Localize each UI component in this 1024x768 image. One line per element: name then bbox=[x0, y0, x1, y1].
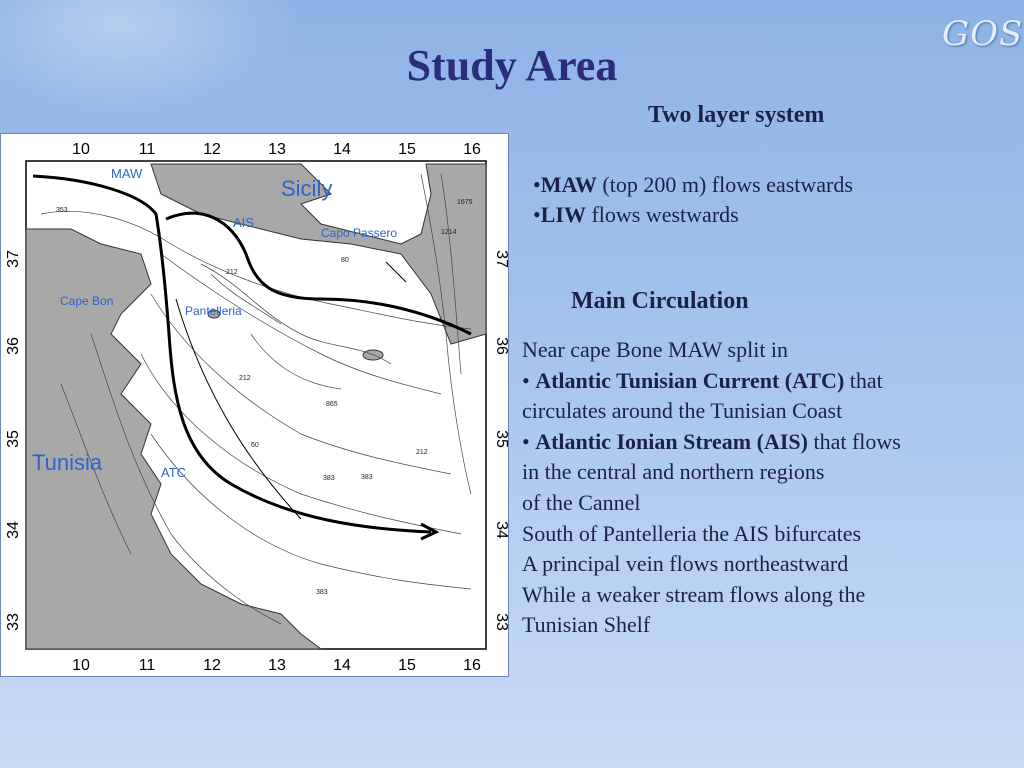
main-circulation-body bbox=[522, 335, 1002, 641]
y-ticks-right bbox=[493, 250, 510, 631]
contour-label: 383 bbox=[361, 474, 373, 481]
contour-label: 1214 bbox=[441, 229, 457, 236]
contour-label: 353 bbox=[56, 207, 68, 214]
body-line: A principal vein flows northeastward bbox=[522, 551, 849, 577]
gos-logo: GOS bbox=[942, 14, 1024, 54]
x-tick-label: 15 bbox=[398, 657, 416, 674]
x-tick-label: 13 bbox=[268, 141, 286, 158]
contour-label: 60 bbox=[251, 442, 259, 449]
x-ticks-bottom bbox=[72, 657, 481, 674]
x-tick-label: 15 bbox=[398, 141, 416, 158]
y-tick-label: 34 bbox=[493, 521, 510, 539]
x-ticks-top bbox=[72, 141, 481, 158]
map-svg bbox=[1, 134, 508, 676]
x-tick-label: 12 bbox=[203, 657, 221, 674]
contour-label: 383 bbox=[316, 589, 328, 596]
body-line: South of Pantelleria the AIS bifurcates bbox=[522, 520, 862, 546]
maw-label: MAW bbox=[111, 166, 143, 181]
contour-label: 1675 bbox=[457, 199, 473, 206]
bullet-liw-text: flows westwards bbox=[585, 202, 739, 227]
ais-label: AIS bbox=[233, 215, 254, 230]
body-line: in the central and northern regions bbox=[522, 459, 825, 485]
x-tick-label: 11 bbox=[138, 141, 156, 158]
body-text: that flows bbox=[807, 428, 901, 454]
x-tick-label: 10 bbox=[72, 141, 90, 158]
x-tick-label: 13 bbox=[268, 657, 286, 674]
body-line: circulates around the Tunisian Coast bbox=[522, 398, 843, 424]
tunisia-label: Tunisia bbox=[32, 450, 103, 475]
y-tick-label: 35 bbox=[493, 430, 510, 448]
sicily-label: Sicily bbox=[281, 176, 333, 201]
bullet-maw-text: (top 200 m) flows eastwards bbox=[596, 172, 853, 197]
subtitle: Two layer system bbox=[648, 102, 825, 128]
y-tick-label: 36 bbox=[493, 337, 510, 355]
bullet-liw: •LIW flows westwards bbox=[533, 202, 739, 227]
x-tick-label: 10 bbox=[72, 657, 90, 674]
capo-passero-label: Capo Passero bbox=[321, 226, 398, 240]
x-tick-label: 11 bbox=[138, 657, 156, 674]
body-line: • Atlantic Tunisian Current (ATC) that bbox=[522, 367, 883, 393]
atc-bold: Atlantic Tunisian Current (ATC) bbox=[535, 367, 845, 393]
cape-bon-label: Cape Bon bbox=[60, 294, 114, 308]
y-tick-label: 33 bbox=[5, 613, 22, 631]
bullet-liw-bold: LIW bbox=[540, 202, 586, 227]
contour-label: 212 bbox=[239, 375, 251, 382]
body-text: that bbox=[844, 367, 883, 393]
body-line: of the Cannel bbox=[522, 489, 641, 515]
x-tick-label: 14 bbox=[333, 141, 351, 158]
x-tick-label: 16 bbox=[463, 141, 481, 158]
y-tick-label: 36 bbox=[5, 337, 22, 355]
y-tick-label: 35 bbox=[5, 430, 22, 448]
x-tick-label: 14 bbox=[333, 657, 351, 674]
pantelleria-label: Pantelleria bbox=[185, 304, 242, 318]
layer-bullets bbox=[533, 170, 853, 230]
y-tick-label: 33 bbox=[493, 613, 510, 631]
y-tick-label: 37 bbox=[493, 250, 510, 268]
bullet-maw: •MAW (top 200 m) flows eastwards bbox=[533, 172, 853, 197]
y-tick-label: 34 bbox=[5, 521, 22, 539]
contour-label: 212 bbox=[416, 449, 428, 456]
body-line: While a weaker stream flows along the bbox=[522, 581, 866, 607]
atc-label: ATC bbox=[161, 465, 187, 480]
x-tick-label: 16 bbox=[463, 657, 481, 674]
main-circulation-heading: Main Circulation bbox=[571, 288, 749, 314]
contour-label: 80 bbox=[341, 257, 349, 264]
y-ticks-left bbox=[5, 250, 22, 631]
bullet-maw-bold: MAW bbox=[540, 172, 597, 197]
contour-label: 383 bbox=[323, 475, 335, 482]
ais-bold: Atlantic Ionian Stream (AIS) bbox=[535, 428, 808, 454]
body-line: Tunisian Shelf bbox=[522, 612, 651, 638]
x-tick-label: 12 bbox=[203, 141, 221, 158]
body-line: • Atlantic Ionian Stream (AIS) that flows bbox=[522, 428, 901, 454]
body-line: Near cape Bone MAW split in bbox=[522, 337, 789, 362]
study-area-map bbox=[0, 133, 509, 677]
page-title: Study Area bbox=[406, 41, 618, 90]
y-tick-label: 37 bbox=[5, 250, 22, 268]
contour-label: 865 bbox=[326, 401, 338, 408]
contour-label: 212 bbox=[226, 269, 238, 276]
